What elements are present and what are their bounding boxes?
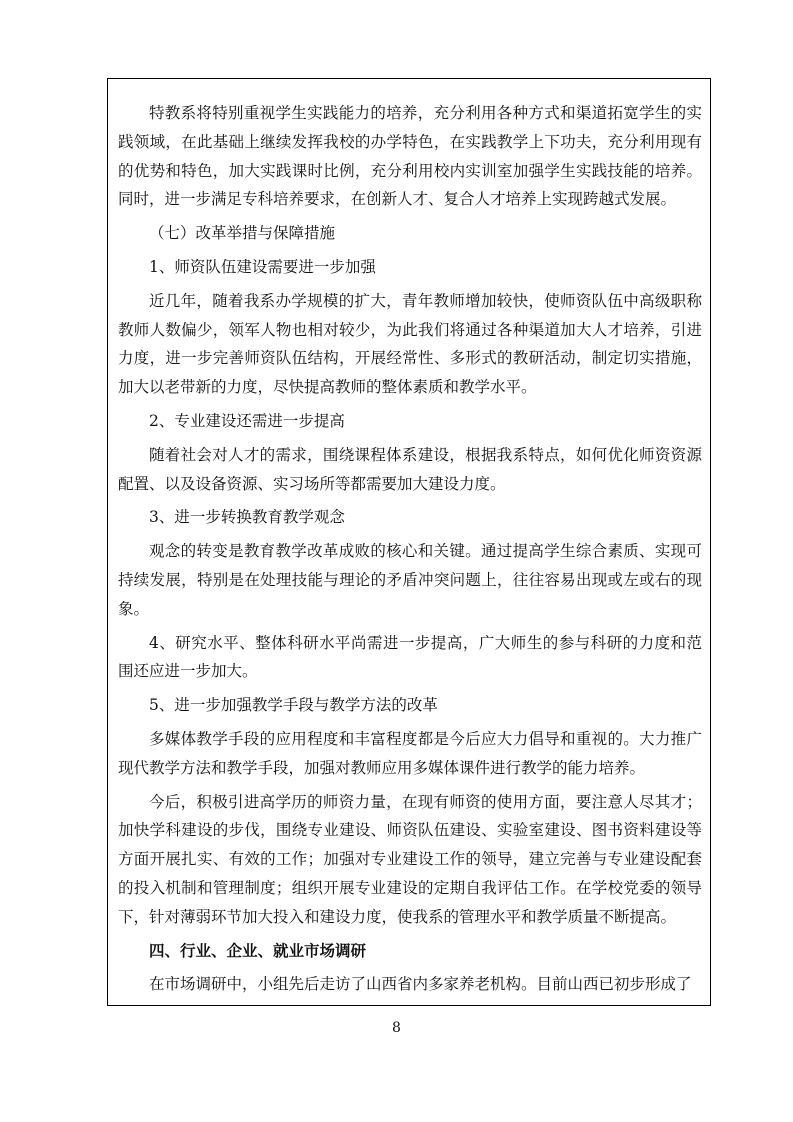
section-heading (118, 937, 702, 966)
paragraph (118, 99, 702, 214)
text-line: 在市场调研中，小组先后走访了山西省内多家养老机构。目前山西已初步形成了 (149, 975, 692, 994)
text-line: 围还应进一步加大。 (118, 662, 258, 681)
text-line: 3、进一步转换教育教学观念 (149, 508, 345, 527)
text-line: 2、专业建设还需进一步提高 (149, 411, 345, 430)
text-line: 特教系将特别重视学生实践能力的培养，充分利用各种方式和渠道拓宽学生的实 (149, 104, 702, 122)
text-line: 力度，进一步完善师资队伍结构，开展经常性、多形式的教研活动，制定切实措施， (118, 349, 702, 368)
text-line: 象。 (118, 599, 150, 618)
paragraph (118, 219, 702, 248)
text-line: 近几年，随着我系办学规模的扩大，青年教师增加较快，使师资队伍中高级职称 (149, 291, 702, 310)
text-line: 持续发展，特别是在处理技能与理论的矛盾冲突问题上，往往容易出现或左或右的现 (118, 570, 702, 589)
paragraph (118, 788, 702, 932)
text-line: 配置、以及设备资源、实习场所等都需要加大建设力度。 (118, 474, 506, 493)
paragraph (118, 503, 702, 532)
text-line: 5、进一步加强教学手段与教学方法的改革 (149, 696, 438, 715)
text-line: 同时，进一步满足专科培养要求，在创新人才、复合人才培养上实现跨越式发展。 (118, 190, 677, 209)
page-number: 8 (392, 1020, 401, 1036)
text-line: 的优势和特色，加大实践课时比例，充分利用校内实训室加强学生实践技能的培养。 (118, 161, 702, 180)
text-line: 践领域，在此基础上继续发挥我校的办学特色，在实践教学上下功夫，充分利用现有 (118, 132, 702, 151)
document-frame (107, 78, 711, 1006)
text-line: 方面开展扎实、有效的工作；加强对专业建设工作的领导，建立完善与专业建设配套 (118, 850, 702, 869)
text-line: 四、行业、企业、就业市场调研 (149, 940, 367, 960)
paragraph (118, 407, 702, 436)
document-body (118, 99, 702, 999)
paragraph (118, 629, 702, 687)
text-line: 教师人数偏少，领军人物也相对较少，为此我们将通过各种渠道加大人才培养，引进 (118, 320, 702, 339)
text-line: 加大以老带新的力度，尽快提高教师的整体素质和教学水平。 (118, 378, 537, 397)
paragraph (118, 287, 702, 402)
text-line: 4、研究水平、整体科研水平尚需进一步提高，广大师生的参与科研的力度和范 (149, 633, 702, 652)
text-line: 现代教学方法和教学手段，加强对教师应用多媒体课件进行教学的能力培养。 (118, 758, 646, 777)
text-line: 下，针对薄弱环节加大投入和建设力度，使我系的管理水平和教学质量不断提高。 (118, 907, 677, 926)
text-line: 随着社会对人才的需求，围绕课程体系建设，根据我系特点，如何优化师资资源 (149, 445, 702, 464)
text-line: 多媒体教学手段的应用程度和丰富程度都是今后应大力倡导和重视的。大力推广 (149, 729, 702, 748)
paragraph (118, 441, 702, 499)
text-line: （七）改革举措与保障措施 (149, 224, 336, 243)
paragraph (118, 537, 702, 623)
paragraph (118, 970, 702, 999)
paragraph (118, 725, 702, 783)
text-line: 今后，积极引进高学历的师资力量，在现有师资的使用方面，要注意人尽其才； (149, 792, 702, 811)
paragraph (118, 253, 702, 282)
text-line: 1、师资队伍建设需要进一步加强 (149, 257, 376, 276)
paragraph (118, 691, 702, 720)
text-line: 观念的转变是教育教学改革成败的核心和关键。通过提高学生综合素质、实现可 (149, 542, 702, 561)
text-line: 加快学科建设的步伐，围绕专业建设、师资队伍建设、实验室建设、图书资料建设等 (118, 821, 702, 840)
text-line: 的投入机制和管理制度；组织开展专业建设的定期自我评估工作。在学校党委的领导 (118, 878, 702, 897)
